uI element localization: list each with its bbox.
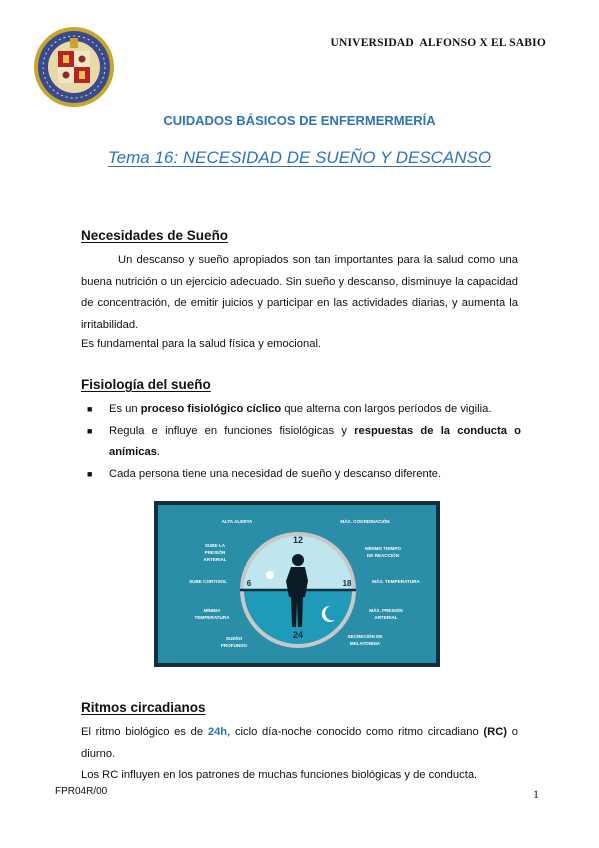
list-item: ■ Es un proceso fisiológico cíclico que alterna con largos períodos de vigilia.: [81, 399, 521, 421]
course-title: CUIDADOS BÁSICOS DE ENFERMERMERÍA: [163, 113, 436, 128]
sun-icon: [266, 571, 274, 579]
label-melatonina-1: SECRECIÓN DE: [347, 634, 383, 639]
bullet-square-icon: ■: [87, 404, 93, 414]
clock-number-18: 18: [342, 579, 352, 588]
fisiologia-bullet-list: [81, 399, 521, 485]
university-name: UNIVERSIDAD ALFONSO X EL SABIO: [330, 37, 546, 49]
label-sube-cortisol: SUBE CORTISOL: [189, 579, 227, 584]
bullet-square-icon: ■: [87, 468, 93, 479]
label-sube-presion-3: ARTERIAL: [203, 557, 227, 562]
university-crest-logo: [33, 26, 115, 108]
label-max-temperatura: MÁX. TEMPERATURA: [372, 579, 420, 584]
circadian-clock-figure: [154, 501, 440, 667]
label-sueno-profundo-2: PROFUNDO: [220, 643, 248, 648]
heading-fisiologia: Fisiología del sueño: [81, 377, 211, 392]
label-minimo-tiempo-2: DE REACCIÓN: [366, 553, 400, 558]
clock-number-6: 6: [246, 579, 252, 588]
paragraph-sueno-2: Es fundamental para la salud física y emocional.: [81, 338, 322, 350]
label-max-presion-2: ARTERIAL: [374, 615, 398, 620]
heading-necesidades-sueno: Necesidades de Sueño: [81, 228, 229, 243]
label-max-presion-1: MÁX. PRESIÓN: [369, 608, 403, 613]
footer-document-code: FPR04R/00: [55, 786, 108, 797]
label-max-coordinacion: MÁX. COORDINACIÓN: [340, 519, 390, 524]
label-minima-temp-2: TEMPERATURA: [194, 615, 230, 620]
label-sube-presion-2: PRESIÓN: [204, 550, 226, 555]
label-minima-temp-1: MÍNIMA: [203, 608, 221, 613]
paragraph-sueno: Un descanso y sueño apropiados son tan importantes para la salud como una buena nutrición o un ejercicio adecuado. Sin sueño y descanso, disminuye la capacidad de concentración, de emitir juicios y participar en las actividades diarias, y aumenta la irritabilidad.: [81, 254, 518, 331]
footer-page-number: 1: [533, 787, 539, 801]
list-item: ■ Cada persona tiene una necesidad de sueño y descanso diferente.: [81, 464, 521, 486]
label-alta-alerta: ALTA ALERTA: [221, 519, 253, 524]
bullet-square-icon: ■: [87, 425, 93, 436]
paragraph-ritmos: El ritmo biológico es de 24h, ciclo día-noche conocido como ritmo circadiano (RC) o diurno. Los RC influyen en los patrones de muchas funciones biológicas y de conducta.: [81, 726, 518, 781]
label-minimo-tiempo-1: MÍNIMO TIEMPO: [365, 546, 401, 551]
label-melatonina-2: MELATONINA: [349, 641, 381, 646]
label-sube-presion-1: SUBE LA: [204, 543, 226, 548]
list-item: ■ Regula e influye en funciones fisiológicas y respuestas de la conducta o anímicas.: [81, 421, 521, 464]
highlight-24h: 24h: [207, 726, 228, 738]
clock-number-24: 24: [292, 630, 304, 640]
tema-title: Tema 16: NECESIDAD DE SUEÑO Y DESCANSO: [107, 148, 492, 167]
clock-number-12: 12: [292, 535, 304, 545]
highlight-rc: (RC): [483, 726, 508, 738]
label-sueno-profundo-1: SUEÑO: [225, 636, 243, 641]
heading-ritmos-circadianos: Ritmos circadianos: [81, 700, 206, 715]
